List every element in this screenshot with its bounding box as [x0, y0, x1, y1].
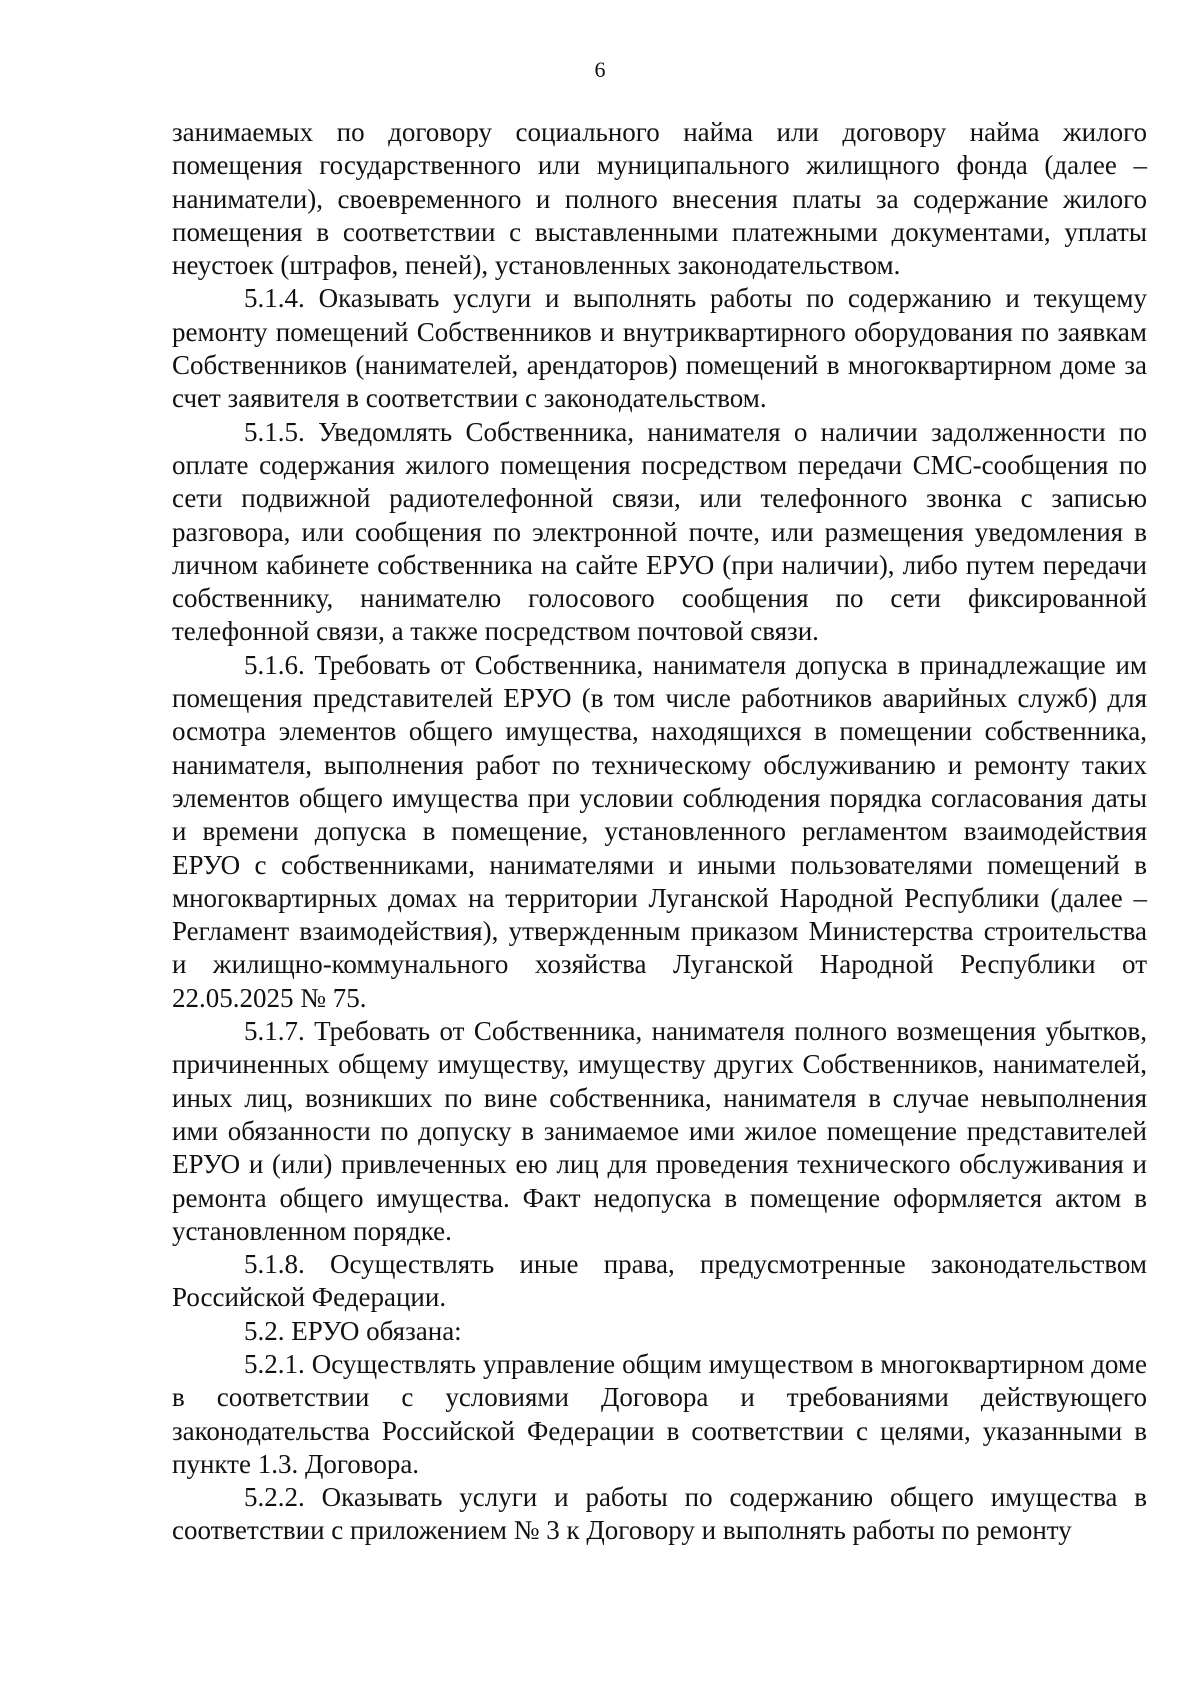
paragraph-5-1-4: 5.1.4. Оказывать услуги и выполнять работы по содержанию и текущему ремонту помещений Собственников и внутриквартирного оборудования по заявкам Собственников (нанимателей, арендаторов) помещений в многоквартирном доме за счет заявителя в соответствии с законодательством. — [172, 283, 1147, 414]
paragraph-5-2: 5.2. ЕРУО обязана: — [244, 1315, 462, 1346]
paragraph-5-1-8: 5.1.8. Осуществлять иные права, предусмотренные законодательством Российской Федерации. — [172, 1249, 1147, 1313]
paragraph-continuation: занимаемых по договору социального найма или договору найма жилого помещения государственного или муниципального жилищного фонда (далее – наниматели), своевременного и полного внесения платы за содержание жилого помещения в соответствии с выставленными платежными документами, уплаты неустоек (штрафов, пеней), установленных законодательством. — [172, 117, 1147, 281]
paragraph-5-1-6: 5.1.6. Требовать от Собственника, нанимателя допуска в принадлежащие им помещения представителей ЕРУО (в том числе работников аварийных служб) для осмотра элементов общего имущества, находящихся в помещении собственника, нанимателя, выполнения работ по техническому обслуживанию и ремонту таких элементов общего имущества при условии соблюдения порядка согласования даты и времени допуска в помещение, установленного регламентом взаимодействия ЕРУО с собственниками, нанимателями и иными пользователями помещений в многоквартирных домах на территории Луганской Народной Республики (далее – Регламент взаимодействия), утвержденным приказом Министерства строительства и жилищно-коммунального хозяйства Луганской Народной Республики от 22.05.2025 № 75. — [172, 649, 1147, 1013]
document-body — [172, 116, 1147, 1548]
page-number: 6 — [594, 57, 606, 82]
paragraph-5-2-1: 5.2.1. Осуществлять управление общим имуществом в многоквартирном доме в соответствии с условиями Договора и требованиями действующего законодательства Российской Федерации в соответствии с целями, указанными в пункте 1.3. Договора. — [172, 1348, 1147, 1479]
paragraph-5-2-2: 5.2.2. Оказывать услуги и работы по содержанию общего имущества в соответствии с приложением № 3 к Договору и выполнять работы по ремонту — [172, 1482, 1147, 1546]
paragraph-5-1-5: 5.1.5. Уведомлять Собственника, нанимателя о наличии задолженности по оплате содержания жилого помещения посредством передачи СМС-сообщения по сети подвижной радиотелефонной связи, или телефонного звонка с записью разговора, или сообщения по электронной почте, или размещения уведомления в личном кабинете собственника на сайте ЕРУО (при наличии), либо путем передачи собственнику, нанимателю голосового сообщения по сети фиксированной телефонной связи, а также посредством почтовой связи. — [172, 416, 1147, 647]
paragraph-5-1-7: 5.1.7. Требовать от Собственника, нанимателя полного возмещения убытков, причиненных общему имуществу, имуществу других Собственников, нанимателей, иных лиц, возникших по вине собственника, нанимателя в случае невыполнения ими обязанности по допуску в занимаемое ими жилое помещение представителей ЕРУО и (или) привлеченных ею лиц для проведения технического обслуживания и ремонта общего имущества. Факт недопуска в помещение оформляется актом в установленном порядке. — [172, 1016, 1147, 1246]
